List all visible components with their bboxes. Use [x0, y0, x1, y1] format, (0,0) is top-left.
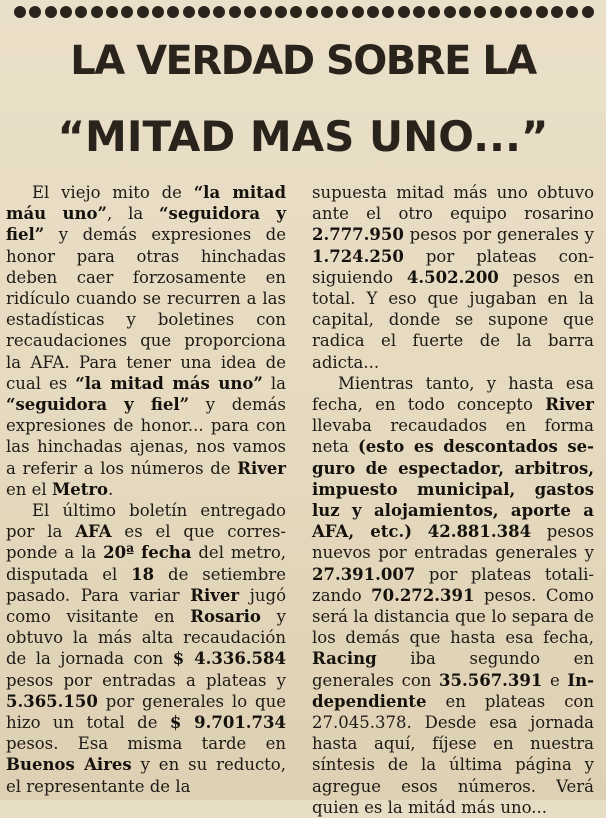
- bold-run: River: [545, 395, 594, 415]
- article-paragraph: [6, 182, 286, 500]
- bold-run: (esto es descontados seguro de espectador, arbitros, impuesto municipal, gastos luz y alojamientos, aporte a AFA, etc.): [312, 437, 595, 542]
- bold-run: “seguidora y fiel”: [6, 204, 286, 245]
- article-column-right: [312, 182, 594, 818]
- text-run: .: [108, 479, 114, 499]
- dot-ornament: [152, 6, 164, 18]
- text-run: Mientras tanto, y hasta esa fecha, en todo concepto: [312, 373, 594, 415]
- dot-ornament: [444, 6, 456, 18]
- dot-ornament: [459, 6, 471, 18]
- article-paragraph: [6, 500, 286, 797]
- text-run: por plateas consiguiendo: [312, 246, 594, 287]
- bold-run: $ 9.701.734: [169, 713, 286, 733]
- bold-run: AFA: [75, 522, 112, 542]
- dot-ornament: [260, 6, 272, 18]
- decorative-dot-border: [14, 4, 594, 20]
- dot-ornament: [91, 6, 103, 18]
- dot-ornament: [474, 6, 486, 18]
- text-run: en el: [6, 479, 52, 499]
- text-run: y obtuvo la más alta recaudación de la jornada con: [6, 607, 286, 669]
- headline-line-2: “MITAD MAS UNO...”: [57, 112, 549, 161]
- text-run: la: [262, 373, 286, 393]
- dot-ornament: [382, 6, 394, 18]
- text-run: llevaba recaudados en forma neta: [312, 416, 594, 457]
- text-run: supuesta mitad más uno obtuvo ante el otro equipo rosarino: [312, 183, 594, 224]
- dot-ornament: [183, 6, 195, 18]
- dot-ornament: [45, 6, 57, 18]
- dot-ornament: [398, 6, 410, 18]
- dot-ornament: [14, 6, 26, 18]
- text-run: e: [542, 670, 568, 690]
- bold-run: 42.881.384: [427, 522, 532, 542]
- text-run: en plateas con 27.045.378. Desde esa jornada hasta aquí, fíjese en nuestra síntesis de la última página y agregue esos números. Verá quien es la mitád más uno...: [312, 691, 594, 817]
- bold-run: 35.567.391: [439, 670, 543, 690]
- text-run: y demás expresiones de honor para otras hinchadas deben caer forzosamente en ridículo cuando se recurren a las estadísticas y boletines con recaudaciones que proporciona la AFA. Para tener una idea de cual es: [6, 225, 286, 393]
- dot-ornament: [566, 6, 578, 18]
- text-run: jugó como visitante en: [6, 585, 286, 627]
- dot-ornament: [137, 6, 149, 18]
- dot-ornament: [198, 6, 210, 18]
- text-run: y demás expresiones de honor... para con las hinchadas ajenas, nos vamos a referir a los números de: [6, 395, 286, 478]
- bold-run: 4.502.200: [406, 267, 499, 287]
- text-run: del metro, disputada el: [6, 543, 287, 584]
- article-column-left: [6, 182, 286, 797]
- dot-ornament: [352, 6, 364, 18]
- dot-ornament: [505, 6, 517, 18]
- dot-ornament: [244, 6, 256, 18]
- dot-ornament: [75, 6, 87, 18]
- bold-run: “seguidora y fiel”: [6, 395, 190, 415]
- dot-ornament: [413, 6, 425, 18]
- text-run: , la: [106, 204, 160, 224]
- bold-run: “la mitad máu uno”: [6, 183, 286, 224]
- dot-ornament: [536, 6, 548, 18]
- article-paragraph: [312, 182, 594, 373]
- article-paragraph: [312, 373, 594, 818]
- dot-ornament: [121, 6, 133, 18]
- dot-ornament: [275, 6, 287, 18]
- text-run: iba segundo en generales con: [312, 649, 594, 690]
- dot-ornament: [167, 6, 179, 18]
- text-run: El último boletín entregado por la: [6, 501, 286, 542]
- text-run: pesos nuevos por entradas generales y: [312, 522, 594, 563]
- bold-run: Independiente: [312, 670, 594, 711]
- bold-run: fecha: [141, 543, 192, 563]
- bold-run: Metro: [51, 479, 109, 499]
- bold-run: $ 4.336.584: [172, 649, 286, 669]
- dot-ornament: [551, 6, 563, 18]
- text-run: es el que corresponde a la: [6, 522, 286, 563]
- bold-run: River: [237, 458, 286, 478]
- bold-run: 2.777.950: [312, 225, 404, 245]
- dot-ornament: [106, 6, 118, 18]
- text-run: El viejo mito de: [32, 183, 194, 202]
- bold-run: Buenos Aires: [6, 755, 132, 775]
- dot-ornament: [290, 6, 302, 18]
- dot-ornament: [306, 6, 318, 18]
- dot-ornament: [336, 6, 348, 18]
- dot-ornament: [490, 6, 502, 18]
- text-run: pesos en total. Y eso que jugaban en la capital, donde se supone que radica el fuerte de la barra adicta...: [312, 267, 595, 372]
- headline-line-1: LA VERDAD SOBRE LA: [70, 38, 536, 84]
- dot-ornament: [428, 6, 440, 18]
- bold-run: 20ª: [103, 543, 135, 563]
- dot-ornament: [213, 6, 225, 18]
- text-run: por plateas totalizando: [312, 564, 594, 605]
- dot-ornament: [520, 6, 532, 18]
- bold-run: 5.365.150: [6, 691, 98, 711]
- bold-run: River: [190, 585, 240, 605]
- bold-run: 70.272.391: [371, 585, 475, 605]
- text-run: por generales lo que hizo un total de: [6, 691, 286, 733]
- text-run: de setiembre pasado. Para variar: [6, 564, 286, 605]
- dot-ornament: [582, 6, 594, 18]
- bold-run: Rosario: [190, 607, 261, 627]
- dot-ornament: [60, 6, 72, 18]
- dot-ornament: [321, 6, 333, 18]
- bold-run: 18: [131, 564, 155, 584]
- text-run: [412, 522, 428, 541]
- dot-ornament: [29, 6, 41, 18]
- text-run: y en su reducto, el representante de la: [6, 755, 286, 796]
- dot-ornament: [229, 6, 241, 18]
- text-run: pesos por generales y: [403, 225, 594, 245]
- bold-run: “la mitad más uno”: [75, 373, 263, 393]
- text-run: pesos por entradas a plateas y: [6, 670, 286, 690]
- bold-run: Racing: [312, 649, 377, 669]
- dot-ornament: [367, 6, 379, 18]
- bold-run: 27.391.007: [312, 564, 416, 584]
- text-run: pesos. Esa misma tarde en: [6, 734, 286, 754]
- bold-run: 1.724.250: [312, 246, 404, 266]
- text-run: pesos. Como será la distancia que lo separa de los demás que hasta esa fecha,: [312, 585, 594, 648]
